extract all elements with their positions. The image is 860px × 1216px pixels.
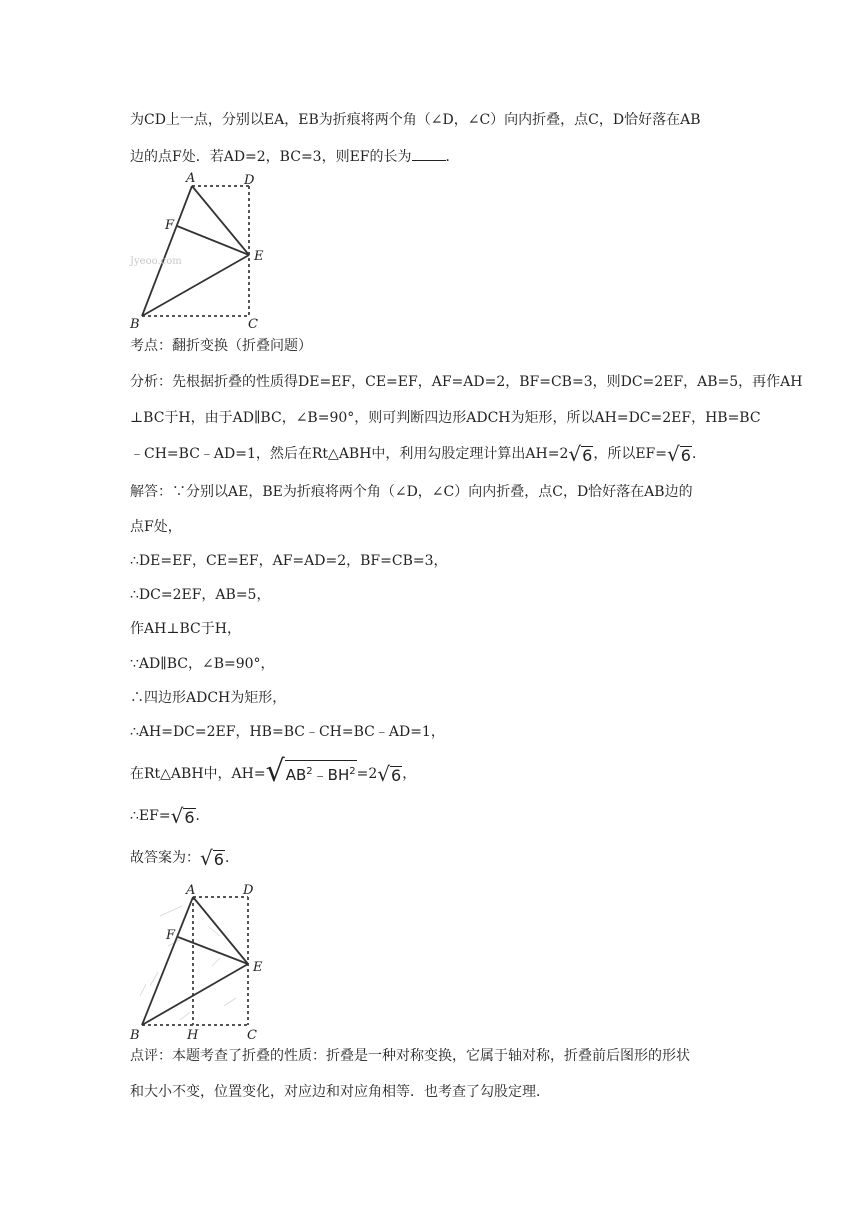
radical-sign: √ xyxy=(667,442,680,466)
sqrt-6-expression xyxy=(568,444,593,465)
kaodian-line xyxy=(130,336,312,356)
jieda-line-8 xyxy=(130,722,445,742)
fig1-line-ab xyxy=(142,186,192,316)
fig1-watermark: Jyeoo.com xyxy=(130,256,182,267)
fenxi-text-3b: ，所以EF= xyxy=(593,446,667,462)
answer-line xyxy=(130,848,239,869)
dianping-line-2 xyxy=(130,1082,550,1102)
fenxi-text-2: ⊥BC于H，由于AD∥BC，∠B=90°，则可判断四边形ADCH为矩形，所以AH=DC=2EF，HB=BC xyxy=(130,410,761,426)
problem-text-1: 为CD上一点，分别以EA，EB为折痕将两个角（∠D，∠C）向内折叠，点C，D恰好落在AB xyxy=(130,112,701,128)
fig2-line-be xyxy=(142,964,248,1025)
sqrt-6-expression xyxy=(171,806,196,827)
jieda-line-7 xyxy=(130,688,286,708)
dianping-text-2: 和大小不变，位置变化，对应边和对应角相等．也考查了勾股定理． xyxy=(130,1084,550,1100)
jieda-text-5: 作AH⊥BC于H， xyxy=(130,621,241,637)
jieda-text-10a: ∴EF= xyxy=(130,808,171,824)
radicand: 6 xyxy=(680,446,691,465)
jieda-text-9b: =2 xyxy=(356,766,378,782)
sqrt-6-expression xyxy=(667,444,692,465)
jieda-line-3 xyxy=(130,551,448,571)
dianping-text-1: 点评：本题考查了折叠的性质：折叠是一种对称变换，它属于轴对称，折叠前后图形的形状 xyxy=(130,1048,690,1064)
fig1-line-fe xyxy=(177,226,249,255)
fig2-label-e: E xyxy=(253,960,263,975)
jieda-text-6: ∵AD∥BC，∠B=90°， xyxy=(130,656,275,672)
fig2-noise xyxy=(140,906,236,1020)
fig1-label-f: F xyxy=(165,218,175,233)
radicand-ab: AB xyxy=(285,766,307,784)
jieda-line-9 xyxy=(130,754,417,789)
fenxi-line-1 xyxy=(130,372,803,392)
fig2-line-ab xyxy=(142,897,193,1025)
fig2-label-a: A xyxy=(186,883,196,898)
kaodian-text: 考点：翻折变换（折叠问题） xyxy=(130,338,312,354)
jieda-text-3: ∴DE=EF，CE=EF，AF=AD=2，BF=CB=3， xyxy=(130,553,448,569)
radical-sign: √ xyxy=(170,804,184,828)
jieda-text-10b: ． xyxy=(195,808,210,824)
problem-text-2-end: ． xyxy=(445,149,460,165)
jieda-text-2: 点F处， xyxy=(130,519,182,535)
fig2-label-c: C xyxy=(247,1028,257,1043)
problem-text-2: 边的点F处．若AD=2，BC=3，则EF的长为 xyxy=(130,149,412,165)
jieda-text-9a: 在Rt△ABH中，AH= xyxy=(130,766,266,782)
fig2-label-f: F xyxy=(166,928,176,943)
exponent: 2 xyxy=(306,766,313,777)
radicand-bh: ﹣BH xyxy=(312,766,350,784)
fenxi-text-3c: ． xyxy=(691,446,706,462)
figure-1-diagram xyxy=(120,168,280,336)
problem-line-1 xyxy=(130,110,701,130)
jieda-text-8: ∴AH=DC=2EF，HB=BC﹣CH=BC﹣AD=1， xyxy=(130,724,445,740)
jieda-line-2 xyxy=(130,517,182,537)
answer-text: 故答案为： xyxy=(130,850,200,866)
jieda-line-5 xyxy=(130,619,241,639)
radical-sign: √ xyxy=(200,846,213,870)
fig1-label-c: C xyxy=(248,317,258,332)
jieda-text-4: ∴DC=2EF，AB=5， xyxy=(130,587,271,603)
jieda-text-9c: ， xyxy=(402,766,417,782)
figure-2-diagram xyxy=(120,876,280,1046)
fenxi-line-2 xyxy=(130,408,761,428)
fenxi-text-1: 分析：先根据折叠的性质得DE=EF，CE=EF，AF=AD=2，BF=CB=3，则DC=2EF，AB=5，再作AH xyxy=(130,374,803,390)
radicand: 6 xyxy=(184,808,195,827)
fig2-label-h: H xyxy=(187,1028,199,1043)
radicand: 6 xyxy=(582,446,593,465)
jieda-line-6 xyxy=(130,654,275,674)
fenxi-line-3 xyxy=(130,444,706,465)
problem-line-2 xyxy=(130,146,460,167)
fig1-label-b: B xyxy=(130,317,140,332)
radicand xyxy=(285,760,357,786)
fig1-label-d: D xyxy=(244,173,255,188)
jieda-line-10 xyxy=(130,806,210,827)
radical-sign: √ xyxy=(377,762,390,786)
exponent: 2 xyxy=(349,766,356,777)
jieda-line-4 xyxy=(130,585,270,605)
fig1-label-a: A xyxy=(186,171,196,186)
fig1-line-ae xyxy=(192,186,249,255)
dianping-line-1 xyxy=(130,1046,731,1066)
radicand: 6 xyxy=(391,766,402,785)
sqrt-ab2-bh2-expression xyxy=(265,754,357,789)
jieda-text-1: 解答：∵分别以AE，BE为折痕将两个角（∠D，∠C）向内折叠，点C，D恰好落在AB边的 xyxy=(130,484,693,500)
fig1-label-e: E xyxy=(254,249,264,264)
jieda-text-7: ∴四边形ADCH为矩形， xyxy=(130,690,287,706)
radicand: 6 xyxy=(213,850,224,869)
fig2-label-d: D xyxy=(243,883,254,898)
fenxi-text-3a: ﹣CH=BC﹣AD=1，然后在Rt△ABH中，利用勾股定理计算出AH=2 xyxy=(130,446,569,462)
answer-end: ． xyxy=(224,850,239,866)
radical-sign: √ xyxy=(568,442,582,466)
answer-blank xyxy=(412,146,446,161)
radical-sign: √ xyxy=(265,754,285,789)
fig2-label-b: B xyxy=(130,1028,140,1043)
jieda-line-1 xyxy=(130,482,731,502)
sqrt-6-expression xyxy=(377,764,402,785)
sqrt-6-expression xyxy=(200,848,225,869)
